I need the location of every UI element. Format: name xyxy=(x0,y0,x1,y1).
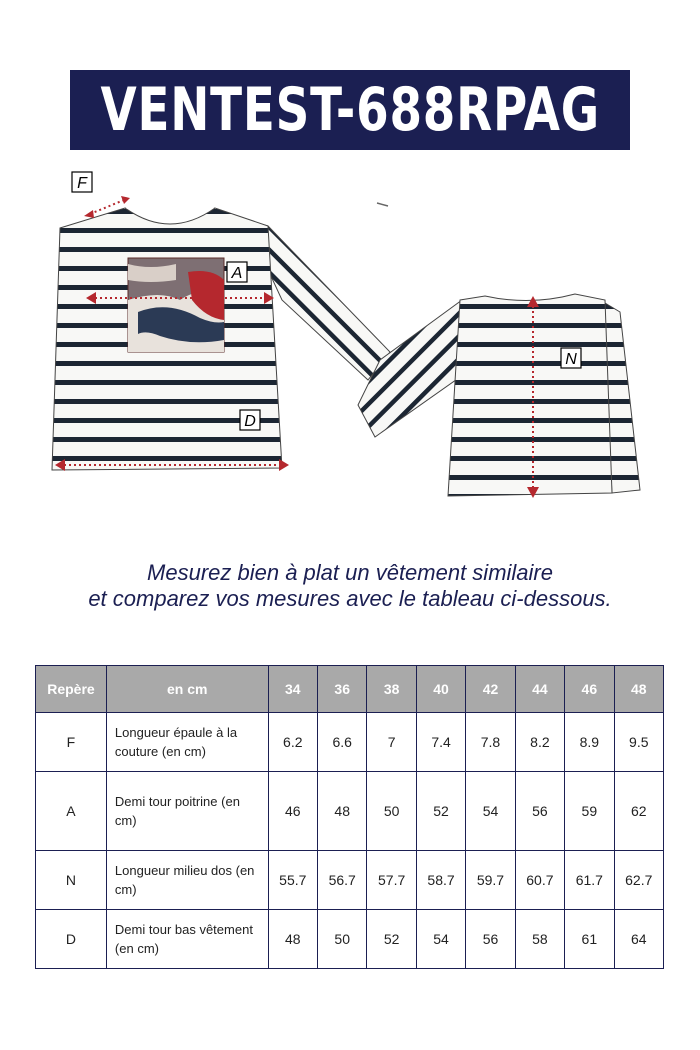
header-size: 34 xyxy=(268,666,317,713)
cell-value: 50 xyxy=(367,772,416,851)
cell-value: 6.6 xyxy=(318,713,367,772)
product-title: VENTEST-688RPAG xyxy=(100,75,600,145)
label-a-text: A xyxy=(231,265,243,282)
cell-value: 50 xyxy=(318,910,367,969)
cell-value: 48 xyxy=(318,772,367,851)
row-mark: N xyxy=(36,851,107,910)
cell-value: 57.7 xyxy=(367,851,416,910)
label-n-tag xyxy=(561,348,581,368)
cell-value: 59.7 xyxy=(466,851,515,910)
table-header-row xyxy=(36,666,664,713)
cell-value: 55.7 xyxy=(268,851,317,910)
header-size: 44 xyxy=(515,666,564,713)
cell-value: 9.5 xyxy=(614,713,663,772)
instructions-line-1: Mesurez bien à plat un vêtement similaire xyxy=(147,560,553,585)
cell-value: 7.4 xyxy=(416,713,465,772)
table-row xyxy=(36,713,664,772)
header-mark: Repère xyxy=(36,666,107,713)
cell-value: 61.7 xyxy=(565,851,614,910)
row-description: Longueur épaule à la couture (en cm) xyxy=(106,713,268,772)
instructions-line-2: et comparez vos mesures avec le tableau ci-dessous. xyxy=(88,586,612,611)
header-size: 48 xyxy=(614,666,663,713)
header-size: 38 xyxy=(367,666,416,713)
cell-value: 8.2 xyxy=(515,713,564,772)
label-f-text: F xyxy=(77,175,87,192)
cell-value: 48 xyxy=(268,910,317,969)
cell-value: 60.7 xyxy=(515,851,564,910)
label-n-text: N xyxy=(565,351,577,368)
cell-value: 56 xyxy=(466,910,515,969)
cell-value: 52 xyxy=(367,910,416,969)
row-mark: F xyxy=(36,713,107,772)
instructions xyxy=(0,560,700,612)
table-row xyxy=(36,772,664,851)
cell-value: 8.9 xyxy=(565,713,614,772)
header-size: 42 xyxy=(466,666,515,713)
cell-value: 58 xyxy=(515,910,564,969)
cell-value: 62.7 xyxy=(614,851,663,910)
size-table xyxy=(35,665,664,969)
label-d-text: D xyxy=(244,413,256,430)
row-mark: A xyxy=(36,772,107,851)
title-banner xyxy=(70,70,630,150)
table-row xyxy=(36,910,664,969)
cell-value: 62 xyxy=(614,772,663,851)
cell-value: 7 xyxy=(367,713,416,772)
cell-value: 54 xyxy=(466,772,515,851)
cell-value: 58.7 xyxy=(416,851,465,910)
row-description: Demi tour bas vêtement (en cm) xyxy=(106,910,268,969)
header-size: 40 xyxy=(416,666,465,713)
front-view xyxy=(40,172,400,480)
label-d-tag xyxy=(240,410,260,430)
cell-value: 54 xyxy=(416,910,465,969)
row-description: Demi tour poitrine (en cm) xyxy=(106,772,268,851)
cell-value: 46 xyxy=(268,772,317,851)
cell-value: 7.8 xyxy=(466,713,515,772)
header-size: 36 xyxy=(318,666,367,713)
cell-value: 64 xyxy=(614,910,663,969)
cell-value: 59 xyxy=(565,772,614,851)
cell-value: 6.2 xyxy=(268,713,317,772)
label-a-tag xyxy=(227,262,247,282)
table-row xyxy=(36,851,664,910)
cell-value: 56.7 xyxy=(318,851,367,910)
label-f-tag xyxy=(72,172,92,192)
cell-value: 56 xyxy=(515,772,564,851)
stray-mark xyxy=(377,203,388,206)
header-unit: en cm xyxy=(106,666,268,713)
row-description: Longueur milieu dos (en cm) xyxy=(106,851,268,910)
back-view xyxy=(350,290,645,500)
row-mark: D xyxy=(36,910,107,969)
header-size: 46 xyxy=(565,666,614,713)
garment-illustration xyxy=(0,160,700,540)
cell-value: 52 xyxy=(416,772,465,851)
cell-value: 61 xyxy=(565,910,614,969)
